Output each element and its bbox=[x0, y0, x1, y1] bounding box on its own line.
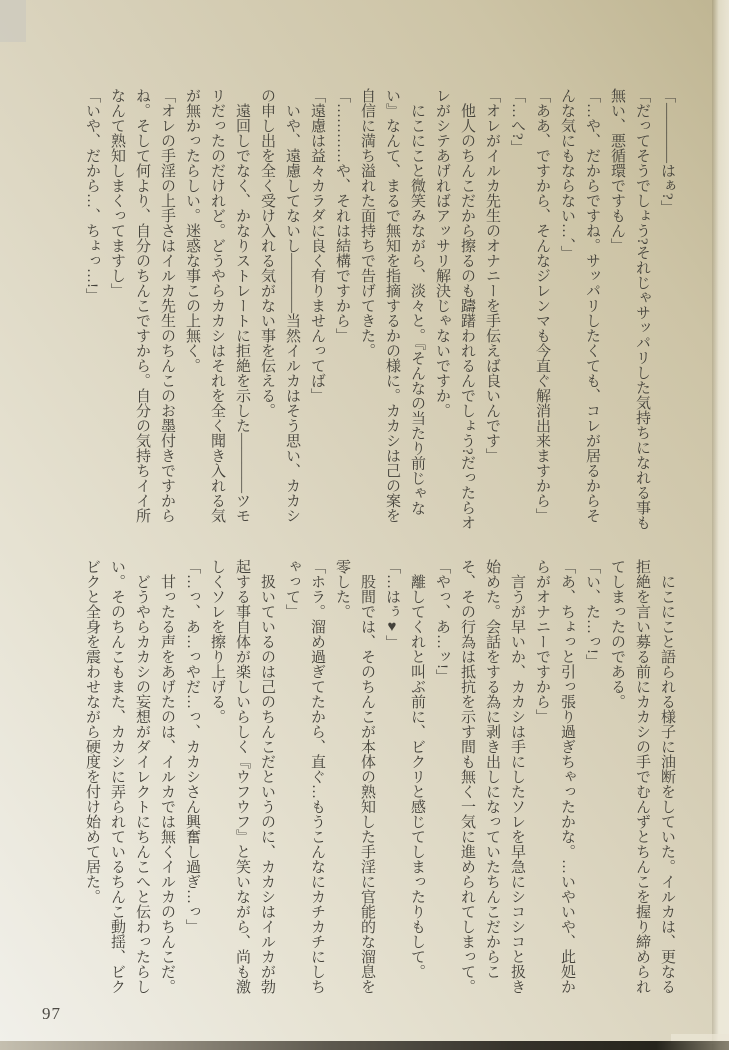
text-paragraph: にこにこと語られる様子に油断をしていた。イルカは、更なる拒絶を言い募る前にカカシの手でむんずとちんこを握り締められてしまったのである。 bbox=[609, 559, 675, 994]
page-number: 97 bbox=[42, 1004, 61, 1023]
text-paragraph: いや、遠慮してないし――――当然イルカはそう思い、カカシの申し出を全く受け入れる気がない事を伝える。 bbox=[259, 88, 300, 523]
text-paragraph: 「…………や、それは結構ですから」 bbox=[334, 88, 350, 343]
text-paragraph: 遠回しでなく、かなりストレートに拒絶を示した――――ツモリだったのだけれど。どうやらカカシはそれを全く聞き入れる気が無かったらしい。迷惑な事この上無く。 bbox=[184, 88, 250, 523]
vertical-text-block-bottom bbox=[57, 559, 679, 1004]
text-paragraph: 「…はぅ♥」 bbox=[384, 559, 400, 650]
text-paragraph: 「ああ、ですから、そんなジレンマも今直ぐ解消出来ますから」 bbox=[534, 88, 550, 523]
text-paragraph: 「遠慮は益々カラダに良く有りませんってば」 bbox=[309, 88, 325, 403]
text-paragraph: にこにこと微笑みながら、淡々と。『そんなの当たり前じゃない』なんて、まるで無知を指摘するかの様に。カカシは己の案を自信に満ち溢れた面持ちで告げてきた。 bbox=[359, 88, 425, 523]
text-paragraph: 離してくれと叫ぶ前に、ビクリと感じてしまったりもして。 bbox=[409, 574, 425, 979]
text-paragraph: 股間では、そのちんこが本体の熟知した手淫に官能的な溜息を零した。 bbox=[334, 559, 375, 994]
text-paragraph: 「オレの手淫の上手さはイルカ先生のちんこのお墨付きですからね。そして何より、自分のちんこですから。自分の気持ちイイ所なんて熟知しまくってますし」 bbox=[109, 88, 175, 523]
scan-artifact-top-left bbox=[0, 0, 26, 42]
text-paragraph: 「…っ、あ…っやだ…っ、カカシさん興奮し過ぎ…っ」 bbox=[184, 559, 200, 934]
text-paragraph: 「だってそうでしょう?それじゃサッパリした気持ちになれる事も無い、悪循環ですもん」 bbox=[609, 88, 650, 530]
text-paragraph: 「…や、だからですね。サッパリしたくても、コレが居るからそんな気にもならない…、」 bbox=[559, 88, 600, 523]
text-paragraph: 言うが早いか、カカシは手にしたソレを早急にシコシコと扱き始めた。会話をする為に剥き出しになっていたちんこだからこそ、その行為は抵抗を示す間も無く一気に進められてしまって。 bbox=[459, 559, 525, 994]
scan-artifact-bottom-edge bbox=[0, 1041, 729, 1050]
text-paragraph: 甘ったる声をあげたのは、イルカでは無くイルカのちんこだ。 bbox=[159, 574, 175, 994]
text-paragraph: 他人のちんこだから擦るのも躊躇われるんでしょう?だったらオレがシテあげればアッサリ解決じゃないですか。 bbox=[434, 88, 475, 530]
scan-artifact-right-edge bbox=[712, 0, 729, 1050]
text-paragraph: 「い、た…っ!」 bbox=[584, 559, 600, 669]
text-paragraph: 「やっ、あ…ッ!」 bbox=[434, 559, 450, 684]
text-paragraph: 扱いているのは己のちんこだというのに、カカシはイルカが勃起する事自体が楽しいらしく『ウフウフ』と笑いながら、尚も激しくソレを擦り上げる。 bbox=[209, 559, 275, 994]
text-paragraph: 「あ、ちょっと引っ張り過ぎちゃったかな。…いやいや、此処からがオナニーですから」 bbox=[534, 559, 575, 994]
text-paragraph: 「…へ?」 bbox=[509, 88, 525, 155]
text-paragraph: 「いや、だから…、ちょっ…!」 bbox=[84, 88, 100, 303]
text-paragraph: 「ホラ。溜め過ぎてたから、直ぐ…もうこんなにカチカチにしちゃって」 bbox=[284, 559, 325, 994]
text-paragraph: 「オレがイルカ先生のオナニーを手伝えば良いんです」 bbox=[484, 88, 500, 463]
vertical-text-block-top bbox=[57, 88, 679, 531]
text-paragraph: 「――――はぁ?」 bbox=[659, 88, 675, 215]
text-paragraph: どうやらカカシの妄想がダイレクトにちんこへと伝わったらしい。そのちんこもまた、カカシに弄られているちんこ動揺、ビクビクと全身を震わせながら硬度を付け始めて居た。 bbox=[84, 559, 150, 994]
